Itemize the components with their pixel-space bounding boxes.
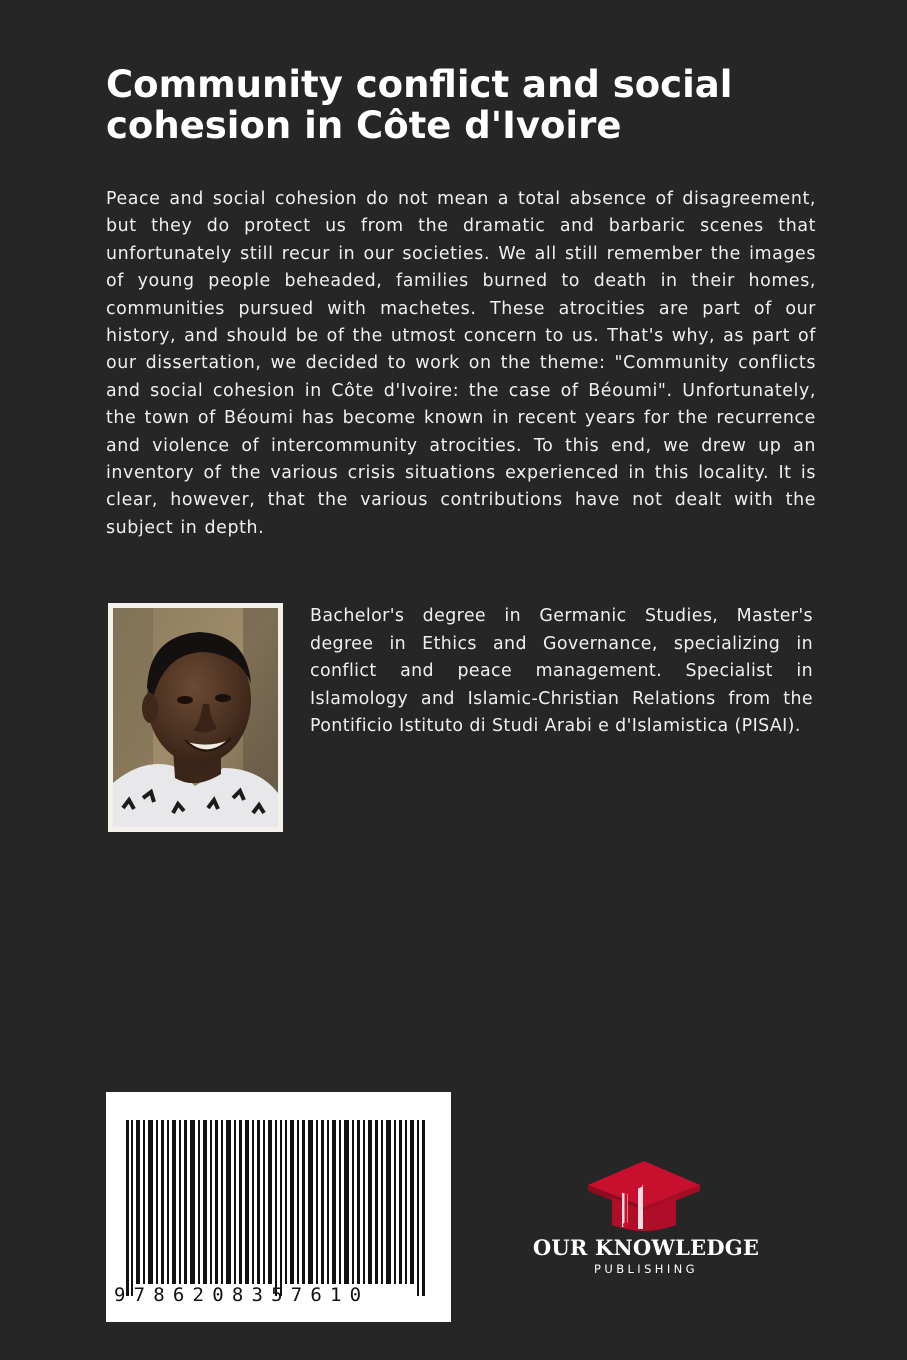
isbn-barcode <box>106 1092 451 1322</box>
publisher-subtitle: PUBLISHING <box>594 1262 698 1276</box>
book-title: Community conflict and social cohesion in Côte d'Ivoire <box>106 63 733 147</box>
author-bio: Bachelor's degree in Germanic Studies, Master's degree in Ethics and Governance, specializing in conflict and peace management. Specialist in Islamology and Islamic-Christian Relations from the Pontificio Istituto di Studi Arabi e d'Islamistica (PISAI). <box>310 606 813 737</box>
author-photo <box>108 603 283 832</box>
book-blurb: Peace and social cohesion do not mean a total absence of disagreement, but they do protect us from the dramatic and barbaric scenes that unfortunately still recur in our societies. We all still remember the images of young people beheaded, families burned to death in their homes, communities pursued with machetes. These atrocities are part of our history, and should be of the utmost concern to us. That's why, as part of our dissertation, we decided to work on the theme: "Community conflicts and social cohesion in Côte d'Ivoire: the case of Béoumi". Unfortunately, the town of Béoumi has become known in recent years for the recurrence and violence of intercommunity atrocities. To this end, we drew up an inventory of the various crisis situations experienced in this locality. It is clear, however, that the various contributions have not dealt with the subject in depth. <box>106 189 816 538</box>
publisher-name: OUR KNOWLEDGE <box>532 1235 760 1260</box>
graduation-cap-icon <box>530 1155 762 1235</box>
author-portrait-image <box>113 608 278 827</box>
isbn-number: 9786208357610 <box>114 1284 370 1306</box>
publisher-logo <box>530 1155 762 1285</box>
